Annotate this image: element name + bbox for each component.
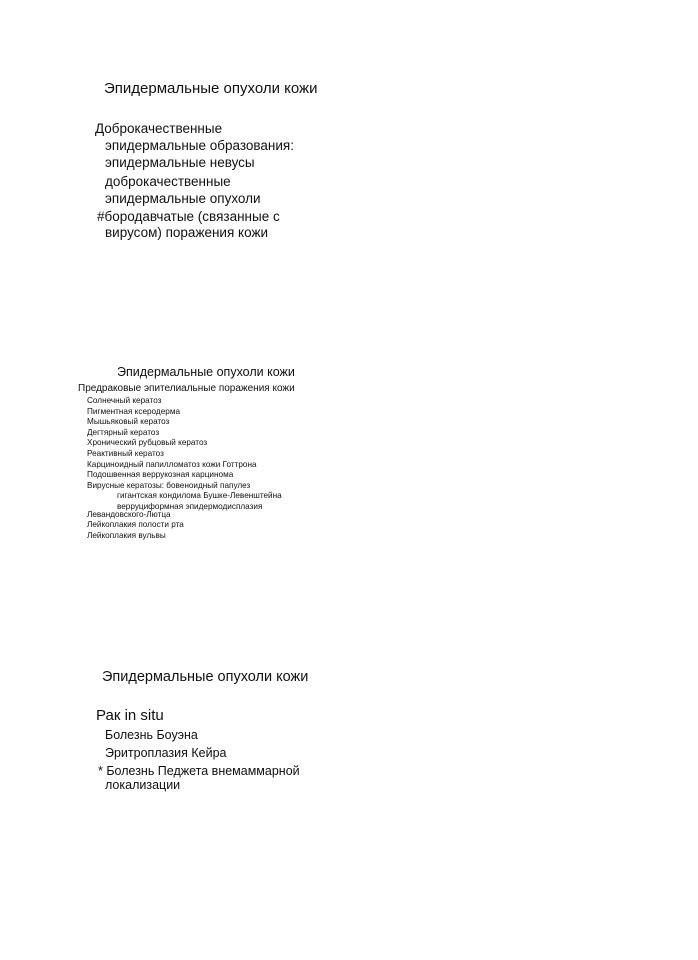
list-item: Подошвенная веррукозная карцинома	[87, 470, 234, 479]
list-item: Эритроплазия Кейра	[105, 746, 227, 760]
list-item: Карциноидный папилломатоз кожи Готтрона	[87, 460, 257, 469]
list-item: Хронический рубцовый кератоз	[87, 438, 208, 447]
slide-1-line-5: эпидермальные опухоли	[105, 191, 261, 206]
list-item: верруциформная эпидермодисплазия	[117, 502, 263, 511]
slide-2	[0, 350, 698, 560]
list-item: Вирусные кератозы: бовеноидный папулез	[87, 481, 251, 490]
list-item: Мышьяковый кератоз	[87, 417, 170, 426]
slide-3	[0, 650, 698, 810]
slide-1-line-4: доброкачественные	[105, 174, 231, 189]
list-item: локализации	[105, 778, 181, 792]
slide-1-line-6: #бородавчатые (связанные с	[97, 209, 280, 224]
slide-2-title: Эпидермальные опухоли кожи	[117, 365, 295, 379]
slide-1-line-1: Доброкачественные	[95, 121, 223, 136]
slide-1	[0, 0, 698, 300]
list-item: Лейкоплакия полости рта	[87, 520, 184, 529]
list-item: Левандовского-Лютца	[87, 510, 171, 519]
list-item: Лейкоплакия вульвы	[87, 531, 166, 540]
list-item: Болезнь Боуэна	[105, 728, 198, 742]
list-item: Дегтярный кератоз	[87, 428, 160, 437]
slide-1-title: Эпидермальные опухоли кожи	[104, 80, 318, 97]
list-item: Реактивный кератоз	[87, 449, 164, 458]
slide-3-heading: Рак in situ	[96, 707, 164, 724]
slide-1-line-2: эпидермальные образования:	[105, 138, 294, 153]
slide-3-title: Эпидермальные опухоли кожи	[102, 669, 309, 685]
slide-1-line-7: вирусом) поражения кожи	[105, 225, 269, 240]
list-item: Солнечный кератоз	[87, 396, 162, 405]
list-item: * Болезнь Педжета внемаммарной	[98, 764, 300, 778]
slide-2-heading: Предраковые эпителиальные поражения кожи	[78, 383, 295, 394]
list-item: гигантская кондилома Бушке-Левенштейна	[117, 491, 282, 500]
list-item: Пигментная ксеродерма	[87, 407, 180, 416]
slide-1-line-3: эпидермальные невусы	[105, 155, 255, 170]
